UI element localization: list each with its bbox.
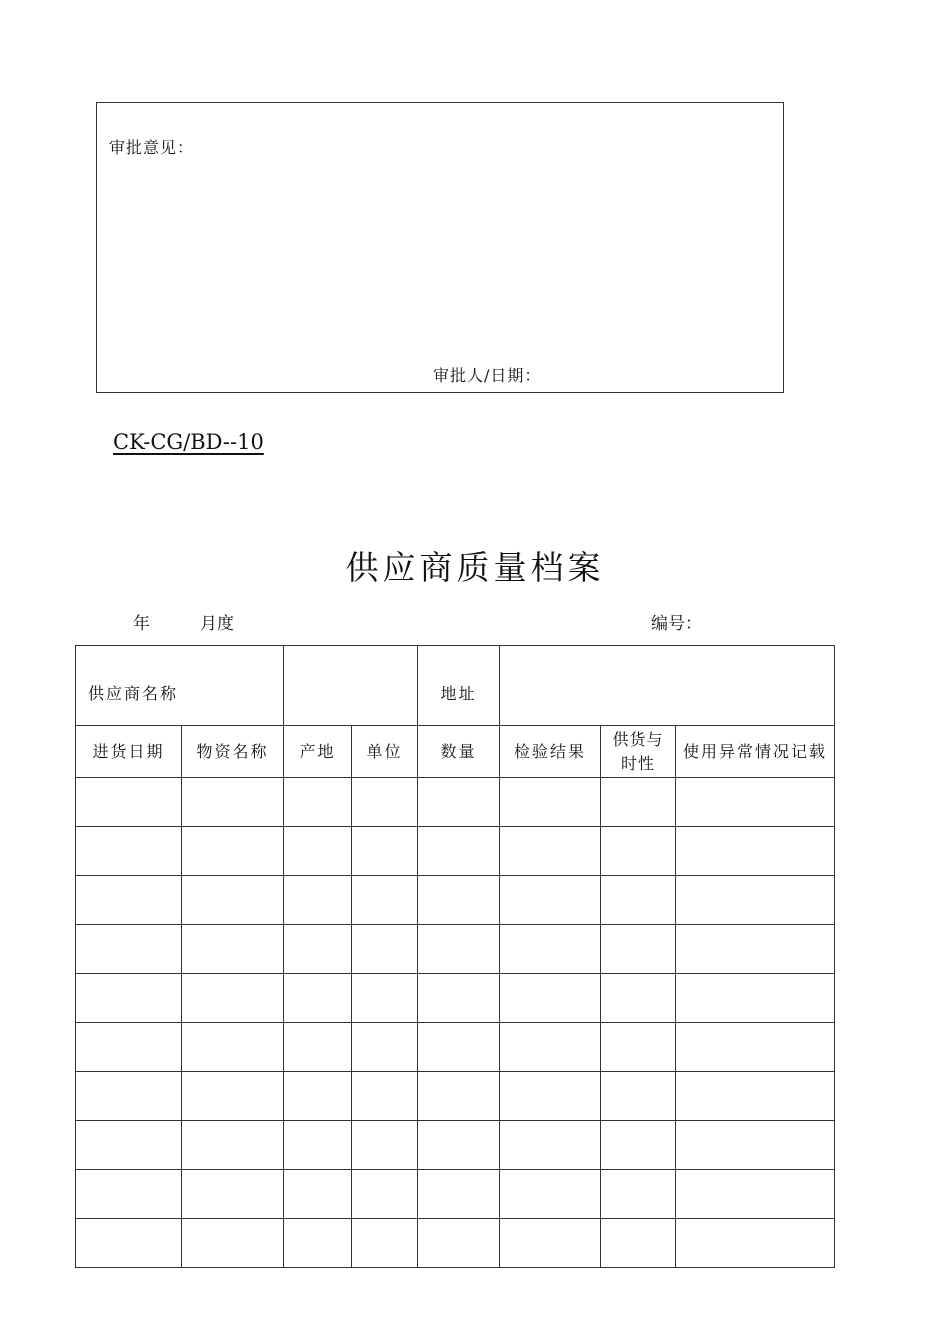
cell-delivery-timeliness[interactable] bbox=[601, 1170, 676, 1219]
approval-box bbox=[96, 102, 784, 393]
header-row bbox=[76, 726, 835, 778]
cell-unit[interactable] bbox=[352, 778, 418, 827]
cell-usage-anomaly-record[interactable] bbox=[676, 1170, 835, 1219]
supplier-name-field[interactable] bbox=[284, 646, 418, 726]
cell-inspection-result[interactable] bbox=[500, 1023, 601, 1072]
header-purchase-date: 进货日期 bbox=[76, 726, 182, 778]
year-label: 年 bbox=[133, 614, 150, 634]
cell-inspection-result[interactable] bbox=[500, 1121, 601, 1170]
cell-origin[interactable] bbox=[284, 1023, 352, 1072]
header-delivery-timeliness: 供货与时性 bbox=[601, 726, 676, 778]
cell-quantity[interactable] bbox=[418, 827, 500, 876]
cell-inspection-result[interactable] bbox=[500, 1219, 601, 1268]
cell-inspection-result[interactable] bbox=[500, 778, 601, 827]
supplier-name-label-cell bbox=[76, 646, 284, 726]
cell-material-name[interactable] bbox=[182, 1072, 284, 1121]
cell-quantity[interactable] bbox=[418, 1121, 500, 1170]
cell-purchase-date[interactable] bbox=[76, 1072, 182, 1121]
cell-material-name[interactable] bbox=[182, 1219, 284, 1268]
cell-purchase-date[interactable] bbox=[76, 876, 182, 925]
cell-unit[interactable] bbox=[352, 876, 418, 925]
cell-inspection-result[interactable] bbox=[500, 827, 601, 876]
cell-origin[interactable] bbox=[284, 778, 352, 827]
cell-purchase-date[interactable] bbox=[76, 827, 182, 876]
cell-origin[interactable] bbox=[284, 827, 352, 876]
cell-usage-anomaly-record[interactable] bbox=[676, 876, 835, 925]
address-label-cell bbox=[418, 646, 500, 726]
cell-usage-anomaly-record[interactable] bbox=[676, 827, 835, 876]
approval-label: 审批意见： bbox=[109, 138, 195, 157]
address-field[interactable] bbox=[500, 646, 835, 726]
cell-origin[interactable] bbox=[284, 1170, 352, 1219]
cell-usage-anomaly-record[interactable] bbox=[676, 1121, 835, 1170]
month-label: 月度 bbox=[200, 614, 234, 634]
table-row bbox=[76, 827, 835, 876]
cell-unit[interactable] bbox=[352, 827, 418, 876]
cell-origin[interactable] bbox=[284, 974, 352, 1023]
table-row bbox=[76, 1121, 835, 1170]
cell-delivery-timeliness[interactable] bbox=[601, 1072, 676, 1121]
cell-delivery-timeliness[interactable] bbox=[601, 1023, 676, 1072]
cell-inspection-result[interactable] bbox=[500, 925, 601, 974]
cell-quantity[interactable] bbox=[418, 876, 500, 925]
header-inspection-result: 检验结果 bbox=[500, 726, 601, 778]
cell-unit[interactable] bbox=[352, 1121, 418, 1170]
cell-delivery-timeliness[interactable] bbox=[601, 1121, 676, 1170]
cell-origin[interactable] bbox=[284, 1219, 352, 1268]
cell-delivery-timeliness[interactable] bbox=[601, 827, 676, 876]
cell-purchase-date[interactable] bbox=[76, 1219, 182, 1268]
cell-delivery-timeliness[interactable] bbox=[601, 1219, 676, 1268]
cell-material-name[interactable] bbox=[182, 827, 284, 876]
cell-usage-anomaly-record[interactable] bbox=[676, 1023, 835, 1072]
cell-quantity[interactable] bbox=[418, 1023, 500, 1072]
cell-origin[interactable] bbox=[284, 876, 352, 925]
table-row bbox=[76, 925, 835, 974]
document-code: CK-CG/BD--10 bbox=[113, 430, 264, 454]
cell-usage-anomaly-record[interactable] bbox=[676, 1219, 835, 1268]
cell-material-name[interactable] bbox=[182, 974, 284, 1023]
supplier-quality-table bbox=[75, 645, 835, 1268]
table-row bbox=[76, 1023, 835, 1072]
cell-quantity[interactable] bbox=[418, 925, 500, 974]
cell-usage-anomaly-record[interactable] bbox=[676, 1072, 835, 1121]
cell-purchase-date[interactable] bbox=[76, 925, 182, 974]
cell-material-name[interactable] bbox=[182, 925, 284, 974]
cell-delivery-timeliness[interactable] bbox=[601, 974, 676, 1023]
cell-unit[interactable] bbox=[352, 1170, 418, 1219]
cell-quantity[interactable] bbox=[418, 974, 500, 1023]
cell-purchase-date[interactable] bbox=[76, 974, 182, 1023]
cell-unit[interactable] bbox=[352, 1023, 418, 1072]
header-usage-anomaly-record: 使用异常情况记载 bbox=[676, 726, 835, 778]
cell-origin[interactable] bbox=[284, 925, 352, 974]
cell-inspection-result[interactable] bbox=[500, 1072, 601, 1121]
cell-usage-anomaly-record[interactable] bbox=[676, 778, 835, 827]
cell-purchase-date[interactable] bbox=[76, 1170, 182, 1219]
cell-material-name[interactable] bbox=[182, 1170, 284, 1219]
cell-purchase-date[interactable] bbox=[76, 778, 182, 827]
number-label: 编号： bbox=[651, 614, 702, 634]
cell-usage-anomaly-record[interactable] bbox=[676, 974, 835, 1023]
table-row bbox=[76, 1170, 835, 1219]
header-unit: 单位 bbox=[352, 726, 418, 778]
cell-material-name[interactable] bbox=[182, 1121, 284, 1170]
cell-origin[interactable] bbox=[284, 1121, 352, 1170]
supplier-row bbox=[76, 646, 835, 726]
cell-unit[interactable] bbox=[352, 974, 418, 1023]
supplier-name-label: 供应商名称 bbox=[88, 683, 179, 703]
cell-unit[interactable] bbox=[352, 925, 418, 974]
table-row bbox=[76, 1072, 835, 1121]
header-origin: 产地 bbox=[284, 726, 352, 778]
cell-unit[interactable] bbox=[352, 1072, 418, 1121]
table-row bbox=[76, 778, 835, 827]
cell-usage-anomaly-record[interactable] bbox=[676, 925, 835, 974]
cell-delivery-timeliness[interactable] bbox=[601, 925, 676, 974]
cell-origin[interactable] bbox=[284, 1072, 352, 1121]
cell-material-name[interactable] bbox=[182, 778, 284, 827]
cell-quantity[interactable] bbox=[418, 1072, 500, 1121]
approver-date-label: 审批人/日期： bbox=[433, 366, 542, 385]
cell-quantity[interactable] bbox=[418, 1170, 500, 1219]
table-row bbox=[76, 876, 835, 925]
address-label: 地址 bbox=[440, 683, 477, 703]
cell-inspection-result[interactable] bbox=[500, 876, 601, 925]
cell-purchase-date[interactable] bbox=[76, 1121, 182, 1170]
page-title: 供应商质量档案 bbox=[345, 548, 605, 587]
header-material-name: 物资名称 bbox=[182, 726, 284, 778]
cell-unit[interactable] bbox=[352, 1219, 418, 1268]
cell-delivery-timeliness[interactable] bbox=[601, 778, 676, 827]
cell-delivery-timeliness[interactable] bbox=[601, 876, 676, 925]
table-row bbox=[76, 1219, 835, 1268]
cell-material-name[interactable] bbox=[182, 1023, 284, 1072]
header-quantity: 数量 bbox=[418, 726, 500, 778]
table-row bbox=[76, 974, 835, 1023]
cell-quantity[interactable] bbox=[418, 1219, 500, 1268]
cell-inspection-result[interactable] bbox=[500, 1170, 601, 1219]
cell-material-name[interactable] bbox=[182, 876, 284, 925]
cell-purchase-date[interactable] bbox=[76, 1023, 182, 1072]
cell-quantity[interactable] bbox=[418, 778, 500, 827]
cell-inspection-result[interactable] bbox=[500, 974, 601, 1023]
